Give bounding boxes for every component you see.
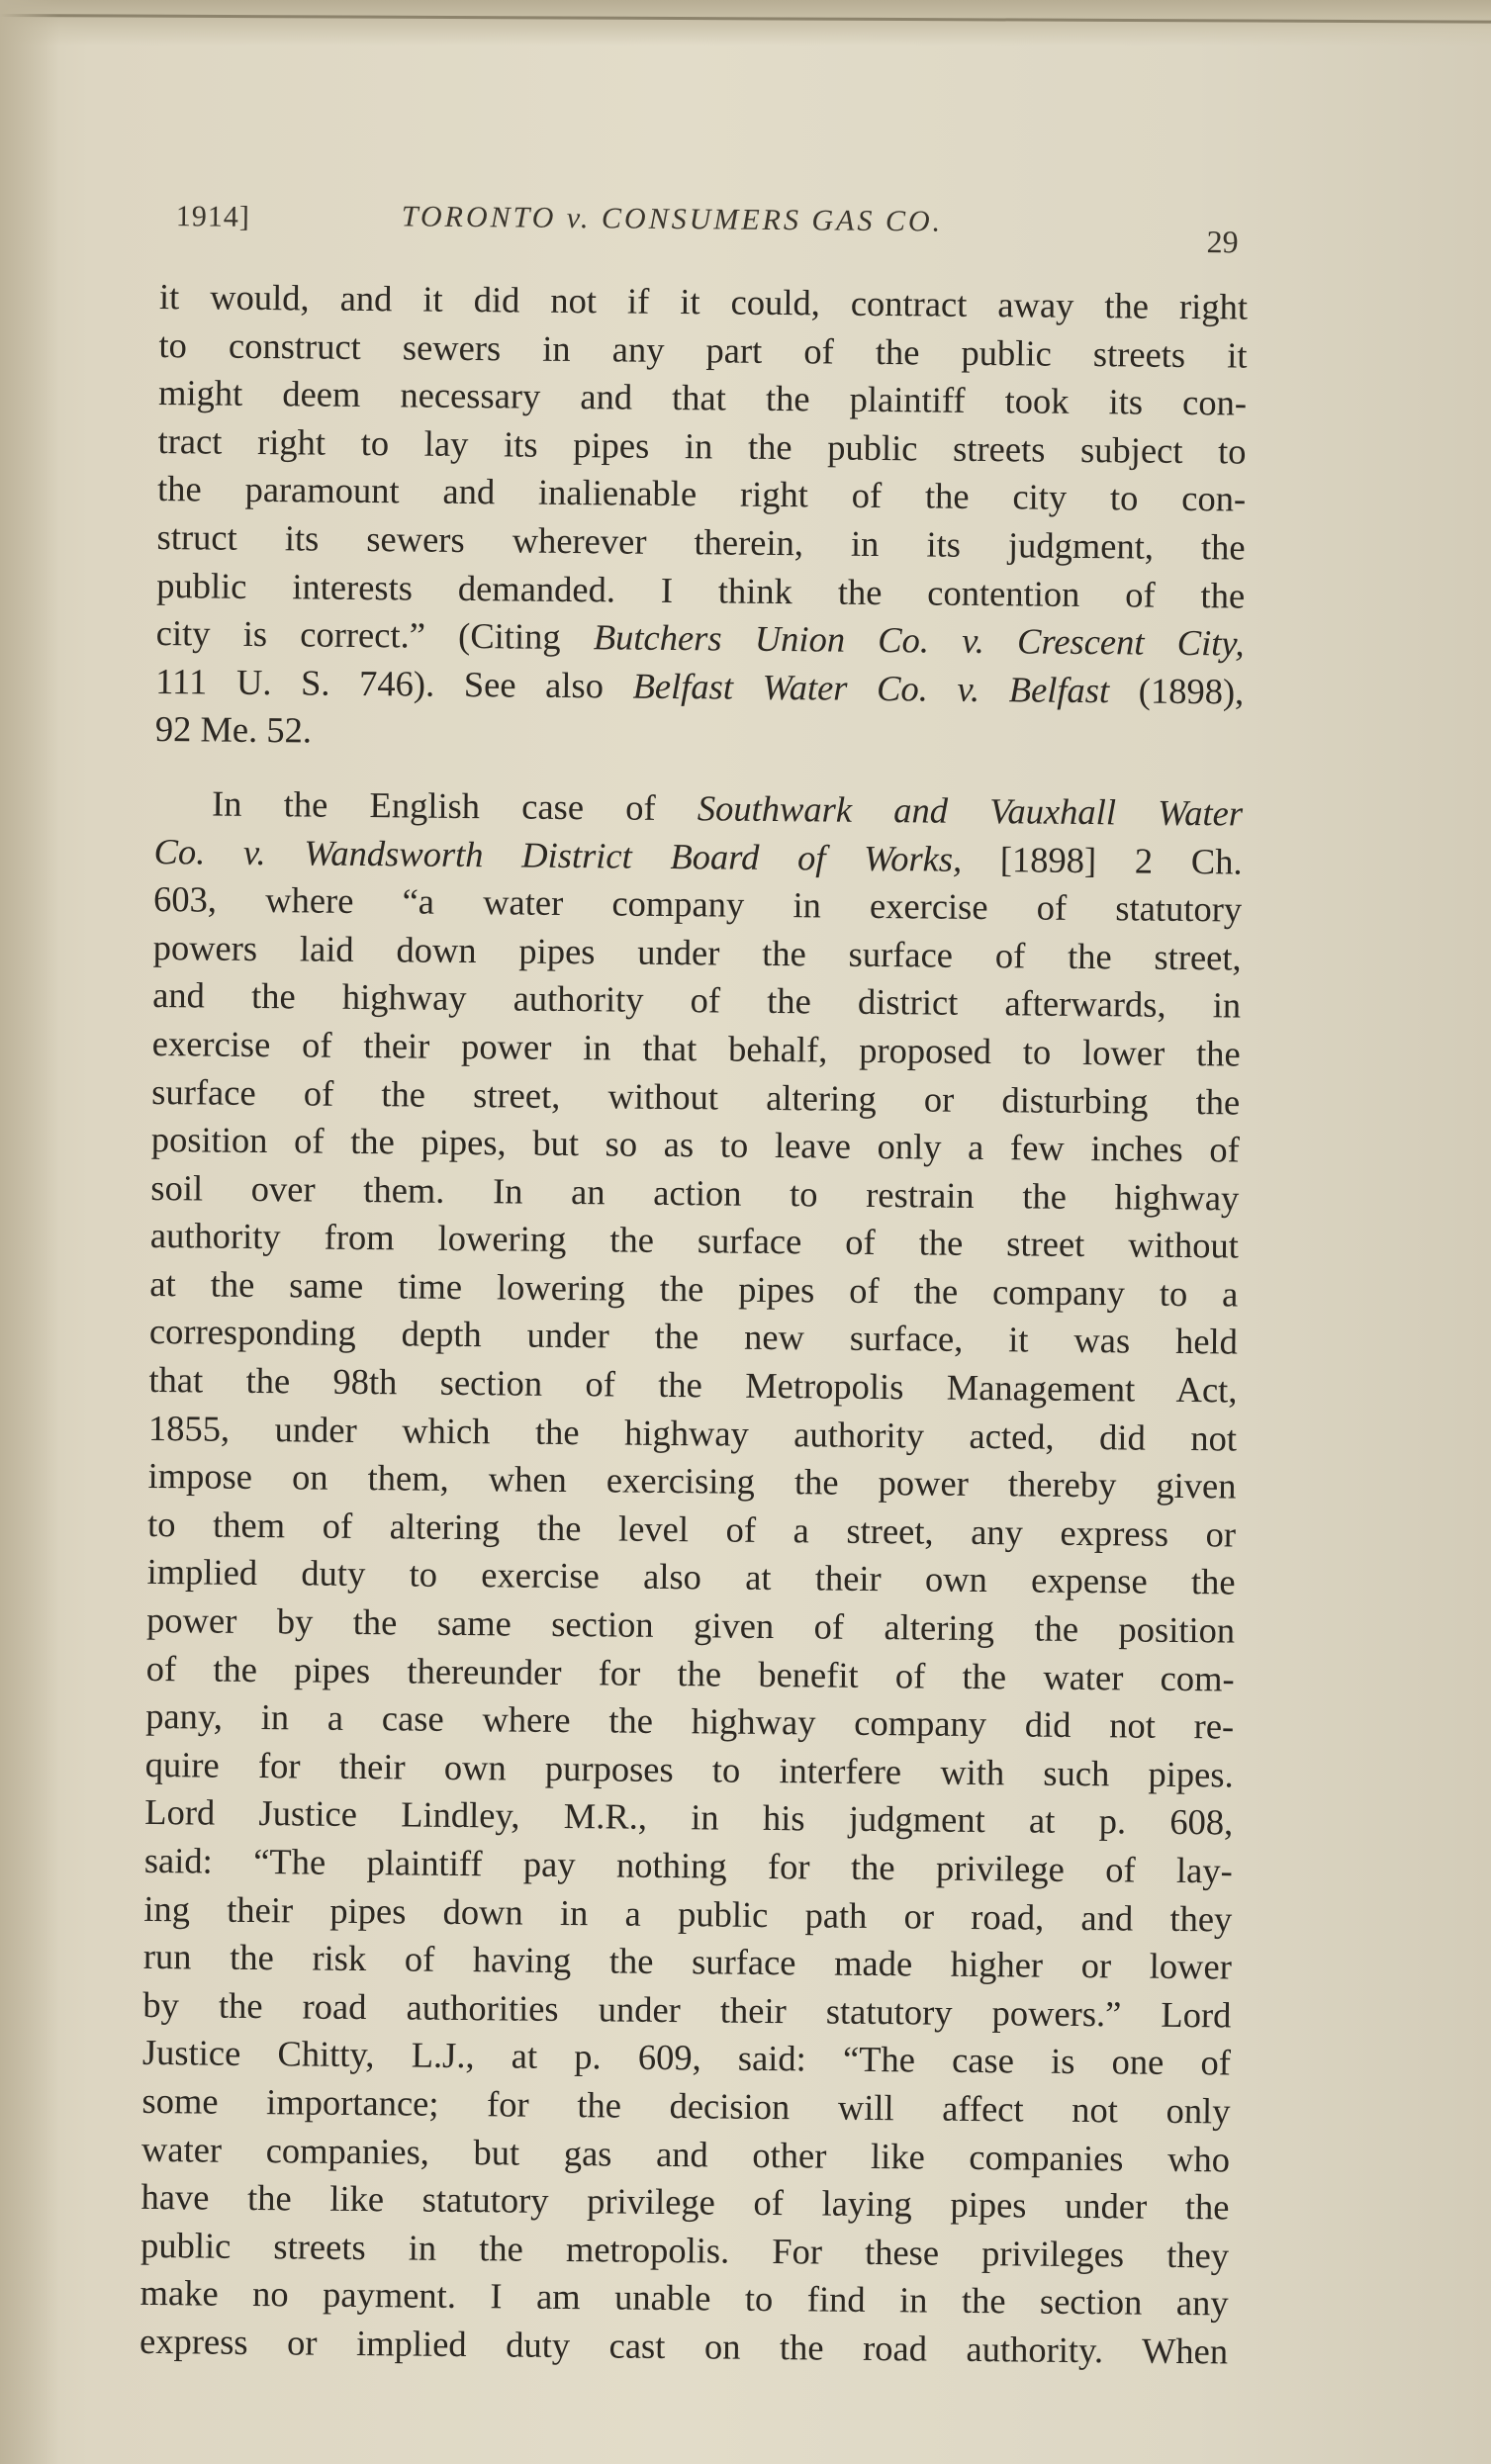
text-line: to construct sewers in any part of the public streets it — [158, 323, 1248, 376]
case-citation: Co. v. Wandsworth District Board of Works, — [153, 830, 963, 879]
page-number: 29 — [1206, 224, 1239, 260]
text-line: some importance; for the decision will affect not only — [141, 2079, 1231, 2132]
text-line: tract right to lay its pipes in the public streets subject to — [157, 419, 1247, 472]
text-line: implied duty to exercise also at their own expense the — [146, 1551, 1236, 1602]
text-line: water companies, but gas and other like companies who — [140, 2128, 1231, 2180]
running-head — [159, 194, 1249, 284]
text-line-segment: [1898] 2 Ch. — [962, 838, 1243, 882]
text-line: 603, where “a water company in exercise of statutory — [152, 878, 1243, 930]
text-line: the paramount and inalienable right of the city to con- — [156, 468, 1247, 519]
text-line: powers laid down pipes under the surface of the street, — [152, 926, 1242, 978]
page-content — [140, 194, 1249, 2376]
paragraph-2 — [140, 779, 1243, 2376]
text-line: said: “The plaintiff pay nothing for the privilege of lay- — [143, 1839, 1233, 1891]
text-line-segment: city is correct.” (Citing — [155, 612, 595, 658]
text-line: that the 98th section of the Metropolis Management Act, — [148, 1359, 1238, 1411]
text-line: exercise of their power in that behalf, proposed to lower the — [151, 1022, 1241, 1074]
case-citation: Belfast Water Co. v. Belfast — [632, 665, 1110, 710]
text-line: might deem necessary and that the plaintiff took its con- — [157, 372, 1248, 423]
text-line: soil over them. In an action to restrain the highway — [150, 1166, 1240, 1219]
running-head-title: TORONTO v. CONSUMERS GAS CO. — [401, 200, 944, 238]
text-line: position of the pipes, but so as to leave only a few inches of — [150, 1119, 1240, 1170]
text-line: run the risk of having the surface made higher or lower — [142, 1936, 1233, 1987]
text-line: express or implied duty cast on the road authority. When — [139, 2320, 1229, 2372]
text-line: surface of the street, without altering or disturbing the — [151, 1070, 1241, 1123]
text-line: Justice Chitty, L.J., at p. 609, said: “The case is one of — [141, 2032, 1232, 2083]
page-top-edge-shadow — [0, 0, 1491, 46]
text-line: make no payment. I am unable to find in the section any — [140, 2272, 1229, 2324]
body-text — [140, 273, 1248, 2376]
text-line: impose on them, when exercising the power thereby given — [147, 1455, 1237, 1506]
text-line: pany, in a case where the highway company did not re- — [145, 1695, 1235, 1747]
text-line: struct its sewers wherever therein, in its judgment, the — [156, 515, 1246, 568]
page-left-edge-shadow — [0, 0, 59, 2464]
text-line: 92 Me. 52. — [154, 708, 313, 751]
text-line: have the like statutory privilege of laying pipes under the — [140, 2176, 1230, 2228]
text-line: quire for their own purposes to interfere with such pipes. — [144, 1743, 1234, 1795]
case-citation: Butchers Union Co. v. Crescent City, — [593, 616, 1245, 664]
text-line: public interests demanded. I think the contention of the — [156, 564, 1246, 616]
text-line: public streets in the metropolis. For these privileges they — [140, 2224, 1230, 2276]
text-line-segment: 111 U. S. 746). See also — [155, 660, 633, 706]
text-line: it would, and it did not if it could, contract away the right — [158, 275, 1249, 327]
text-line: 1855, under which the highway authority acted, did not — [147, 1407, 1238, 1459]
text-line: by the road authorities under their statutory powers.” Lord — [142, 1983, 1232, 2036]
text-line: authority from lowering the surface of the street without — [149, 1215, 1240, 1266]
text-line-segment: In the English case of — [211, 782, 699, 829]
paragraph-1 — [155, 273, 1249, 764]
text-line: at the same time lowering the pipes of the company to a — [149, 1262, 1239, 1315]
text-line: corresponding depth under the new surface, it was held — [148, 1311, 1239, 1362]
case-citation: Southwark and Vauxhall Water — [697, 787, 1244, 834]
text-line: and the highway authority of the district afterwards, in — [152, 974, 1242, 1026]
text-line: ing their pipes down in a public path or road, and they — [143, 1887, 1233, 1940]
text-line-segment: (1898), — [1108, 669, 1245, 712]
text-line: power by the same section given of altering the position — [145, 1598, 1236, 1651]
text-line: Lord Justice Lindley, M.R., in his judgment at p. 608, — [144, 1791, 1234, 1843]
running-head-year: 1914] — [175, 200, 250, 233]
text-line: to them of altering the level of a street, any express or — [146, 1503, 1237, 1555]
text-line: of the pipes thereunder for the benefit of the water com- — [145, 1647, 1235, 1699]
